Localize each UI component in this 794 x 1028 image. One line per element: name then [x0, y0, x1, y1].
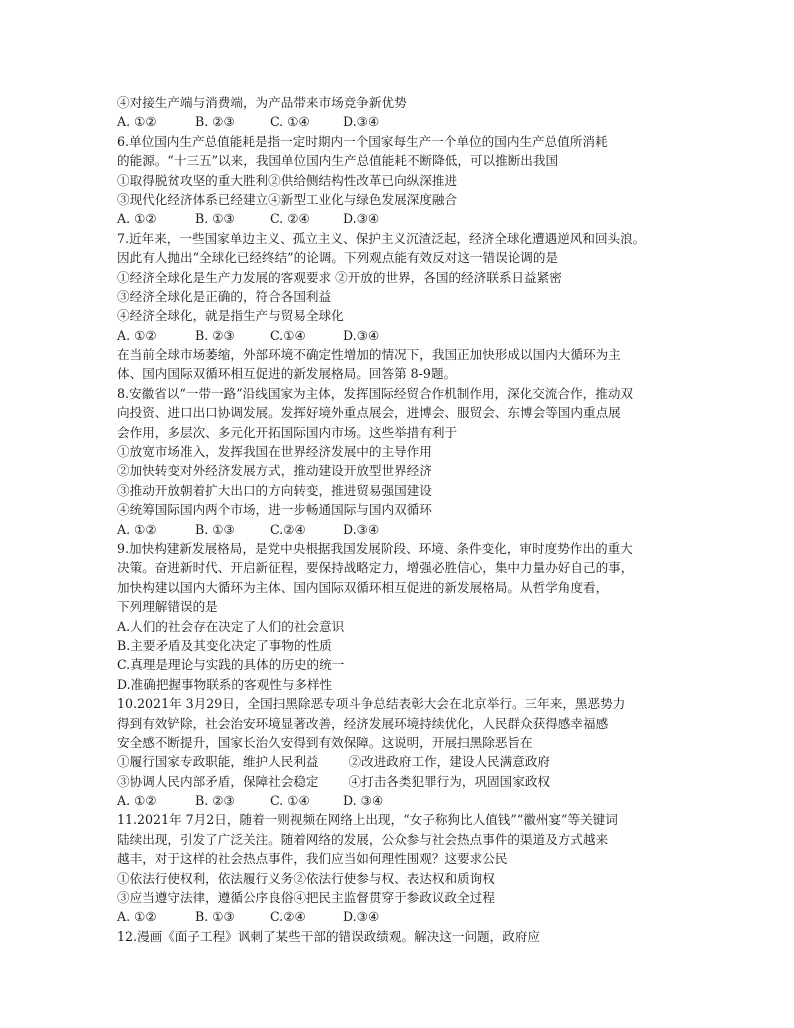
choice-a: A. ①②: [117, 521, 157, 537]
q8-stem-cont2: 会作用，多层次、多元化开拓国际国内市场。这些举措有利于: [117, 424, 458, 440]
q8-option-4: ④统筹国际国内两个市场，进一步畅通国际与国内双循环: [117, 502, 432, 518]
q10-option-3: ③协调人民内部矛盾，保障社会稳定: [117, 773, 319, 789]
q7-stem-cont: 因此有人抛出“全球化已经终结”的论调。下列观点能有效反对这一错误论调的是: [117, 250, 559, 266]
q7-option-4: ④经济全球化，就是指生产与贸易全球化: [117, 308, 344, 324]
q7-answer-choices: [117, 326, 777, 345]
q9-choice-d: D.准确把握事物联系的客观性与多样性: [117, 676, 333, 692]
q10-options-34: [117, 772, 777, 791]
q6-answer-choices: [117, 209, 777, 228]
q9-choice-a: A.人们的社会存在决定了人们的社会意识: [117, 618, 345, 634]
q8-option-1: ①放宽市场准入，发挥我国在世界经济发展中的主导作用: [117, 444, 432, 460]
q10-option-4: ④打击各类犯罪行为，巩固国家政权: [348, 773, 550, 789]
q5-option-4: ④对接生产端与消费端，为产品带来市场竞争新优势: [117, 95, 407, 110]
choice-a: A. ①②: [117, 909, 157, 925]
q11-options-34: ③应当遵守法律，遵循公序良俗④把民主监督贯穿于参政议政全过程: [117, 890, 495, 906]
choice-b: B. ①③: [195, 909, 235, 925]
choice-d: D.③④: [343, 114, 380, 130]
q10-stem: 10.2021年 3月29日，全国扫黑除恶专项斗争总结表彰大会在北京举行。三年来，黑恶势力: [117, 696, 626, 712]
choice-b: B. ②③: [195, 114, 235, 130]
q10-stem-cont1: 得到有效铲除，社会治安环境显著改善，经济发展环境持续优化，人民群众获得感幸福感: [117, 715, 609, 731]
q6-stem-cont: 的能源。“十三五”以来，我国单位国内生产总值能耗不断降低，可以推断出我国: [117, 153, 559, 169]
choice-c: C. ②④: [270, 211, 310, 227]
choice-c: C. ①④: [270, 793, 310, 809]
q7-stem: 7.近年来，一些国家单边主义、孤立主义、保护主义沉渣泛起，经济全球化遭遇逆风和回头浪。: [117, 230, 646, 246]
q5-answer-choices: [117, 112, 777, 131]
choice-d: D. ③④: [343, 793, 384, 809]
choice-d: D.③④: [343, 521, 380, 537]
q10-answer-choices: [117, 791, 777, 810]
choice-c: C. ①④: [270, 114, 310, 130]
q10-options-12: [117, 752, 777, 771]
q7-option-3: ③经济全球化是正确的，符合各国利益: [117, 288, 332, 304]
q12-stem: 12.漫画《面子工程》讽刺了某些干部的错误政绩观。解决这一问题，政府应: [117, 928, 541, 944]
q9-stem-cont2: 加快构建以国内大循环为主体、国内国际双循环相互促进的新发展格局。从哲学角度看，: [117, 579, 609, 595]
q7-options-12: ①经济全球化是生产力发展的客观要求 ②开放的世界，各国的经济联系日益紧密: [117, 269, 562, 285]
q9-stem-cont3: 下列理解错误的是: [117, 599, 218, 615]
exam-text: [117, 93, 777, 946]
q11-answer-choices: [117, 907, 777, 926]
choice-b: B. ②③: [195, 793, 235, 809]
q11-stem-cont2: 越丰，对于这样的社会热点事件，我们应当如何理性围观？这要求公民: [117, 851, 508, 867]
q6-options-34: ③现代化经济体系已经建立④新型工业化与绿色发展深度融合: [117, 191, 458, 207]
material-intro: 在当前全球市场萎缩，外部环境不确定性增加的情况下，我国正加快形成以国内大循环为主: [117, 347, 621, 363]
choice-a: A. ①②: [117, 114, 157, 130]
q8-option-3: ③推动开放朝着扩大出口的方向转变，推进贸易强国建设: [117, 482, 432, 498]
choice-d: D.③④: [343, 909, 380, 925]
choice-d: D.③④: [343, 211, 380, 227]
q6-stem: 6.单位国内生产总值能耗是指一定时期内一个国家每生产一个单位的国内生产总值所消耗: [117, 133, 608, 149]
q8-stem: 8.安徽省以“一带一路”沿线国家为主体，发挥国际经贸合作机制作用，深化交流合作，推动双: [117, 385, 634, 401]
material-intro-cont: 体、国内国际双循环相互促进的新发展格局。回答第 8-9题。: [117, 366, 457, 382]
q10-stem-cont2: 安全感不断提升，国家长治久安得到有效保障。这说明，开展扫黑除恶旨在: [117, 734, 533, 750]
choice-a: A. ①②: [117, 327, 157, 343]
choice-a: A. ①②: [117, 793, 157, 809]
q10-option-2: ②改进政府工作，建设人民满意政府: [348, 754, 550, 770]
q9-stem: 9.加快构建新发展格局，是党中央根据我国发展阶段、环境、条件变化，审时度势作出的重大: [117, 540, 633, 556]
q8-option-2: ②加快转变对外经济发展方式，推动建设开放型世界经济: [117, 463, 432, 479]
choice-c: C.②④: [270, 521, 306, 537]
choice-b: B. ①③: [195, 521, 235, 537]
choice-b: B. ②③: [195, 327, 235, 343]
q8-answer-choices: [117, 520, 777, 539]
q11-options-12: ①依法行使权利，依法履行义务②依法行使参与权、表达权和质询权: [117, 870, 495, 886]
q10-option-1: ①履行国家专政职能，维护人民利益: [117, 754, 319, 770]
q9-stem-cont1: 决策。奋进新时代、开启新征程，要保持战略定力，增强必胜信心，集中力量办好自己的事，: [117, 560, 634, 576]
q9-choice-b: B.主要矛盾及其变化决定了事物的性质: [117, 637, 332, 653]
q6-options-12: ①取得脱贫攻坚的重大胜利②供给侧结构性改革已向纵深推进: [117, 172, 458, 188]
choice-c: C.①④: [270, 327, 306, 343]
choice-b: B. ①③: [195, 211, 235, 227]
choice-a: A. ①②: [117, 211, 157, 227]
q11-stem: 11.2021年 7月2日，随着一则视频在网络上出现，“女子称狗比人值钱”“徽州宴”等关键词: [117, 812, 618, 828]
q11-stem-cont1: 陆续出现，引发了广泛关注。随着网络的发展，公众参与社会热点事件的渠道及方式越来: [117, 831, 609, 847]
q9-choice-c: C.真理是理论与实践的具体的历史的统一: [117, 657, 345, 673]
q8-stem-cont1: 向投资、进口出口协调发展。发挥好境外重点展会，进博会、服贸会、东博会等国内重点展: [117, 405, 621, 421]
choice-c: C.②④: [270, 909, 306, 925]
choice-d: D.③④: [343, 327, 380, 343]
